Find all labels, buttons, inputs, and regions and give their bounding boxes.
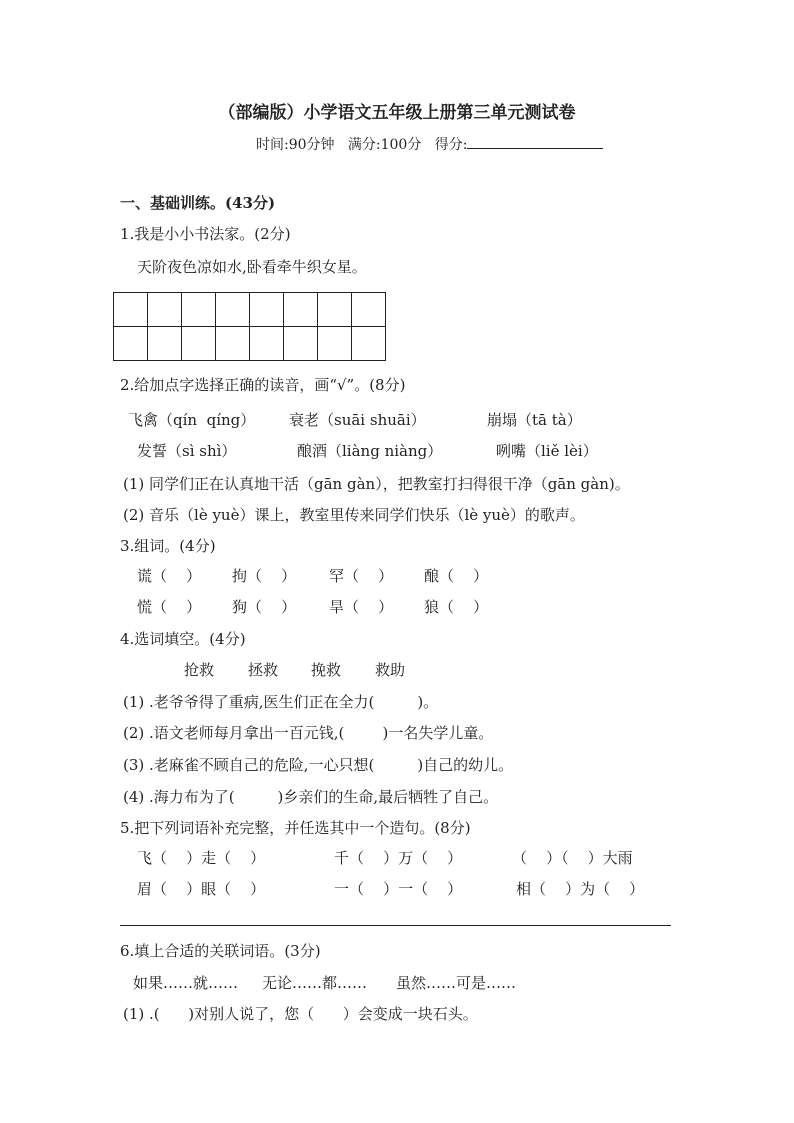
q2-item: 发誓（sì shì） — [137, 442, 237, 460]
q6-title: 6.填上合适的关联词语。(3分) — [120, 942, 321, 960]
q2-item: 衰老（suāi shuāi） — [289, 411, 426, 429]
q6-sentence-1: (1) .( )对别人说了，您（ ）会变成一块石头。 — [123, 1005, 478, 1023]
q6-word: 如果……就…… — [133, 974, 239, 992]
grid-cell[interactable] — [148, 327, 182, 361]
q5-item: 千（ ）万（ ） — [334, 849, 463, 867]
q5-item: （ ）（ ）大雨 — [512, 849, 633, 867]
q4-sentence-2: (2) .语文老师每月拿出一百元钱,( )一名失学儿童。 — [123, 724, 494, 742]
q2-title: 2.给加点字选择正确的读音，画“√”。(8分) — [120, 376, 406, 394]
grid-cell[interactable] — [284, 293, 318, 327]
q6-word: 虽然……可是…… — [396, 974, 517, 992]
q3-title: 3.组词。(4分) — [120, 537, 216, 555]
q2-item: 酿酒（liàng niàng） — [297, 442, 443, 460]
exam-info — [256, 134, 603, 155]
q4-word: 挽救 — [311, 661, 342, 679]
q4-word: 救助 — [375, 661, 406, 679]
grid-cell[interactable] — [114, 293, 148, 327]
grid-cell[interactable] — [216, 327, 250, 361]
grid-cell[interactable] — [216, 293, 250, 327]
q5-title: 5.把下列词语补充完整，并任选其中一个造句。(8分) — [120, 819, 471, 837]
q5-item: 一（ ）一（ ） — [334, 880, 463, 898]
q4-sentence-1: (1) .老爷爷得了重病,医生们正在全力( )。 — [123, 693, 439, 711]
q2-sentence-1: (1) 同学们正在认真地干活（gān gàn），把教室打扫得很干净（gān gàn)。 — [123, 475, 630, 493]
score-blank[interactable] — [467, 134, 603, 149]
q3-item: 拘（ ） — [232, 567, 297, 585]
q4-sentence-4: (4) .海力布为了( )乡亲们的生命,最后牺牲了自己。 — [123, 788, 499, 806]
grid-cell[interactable] — [352, 293, 386, 327]
q5-item: 眉（ ）眼（ ） — [137, 880, 266, 898]
q2-item: 飞禽（qín qíng） — [128, 411, 256, 429]
full-score: 满分:100分 — [347, 137, 422, 153]
time-limit: 时间:90分钟 — [256, 137, 335, 153]
q6-word: 无论……都…… — [262, 974, 368, 992]
grid-cell[interactable] — [114, 327, 148, 361]
q2-item: 崩塌（tā tà） — [487, 411, 582, 429]
q3-item: 狗（ ） — [232, 598, 297, 616]
q3-item: 酿（ ） — [424, 567, 489, 585]
q4-sentence-3: (3) .老麻雀不顾自己的危险,一心只想( )自己的幼儿。 — [123, 756, 514, 774]
section-1-heading: 一、基础训练。(43分) — [120, 194, 276, 212]
q4-word: 拯救 — [248, 661, 279, 679]
q1-title: 1.我是小小书法家。(2分) — [120, 225, 291, 243]
q4-word: 抢救 — [184, 661, 215, 679]
q1-text: 天阶夜色凉如水,卧看牵牛织女星。 — [137, 258, 367, 276]
grid-cell[interactable] — [148, 293, 182, 327]
grid-cell[interactable] — [182, 327, 216, 361]
grid-row — [114, 327, 386, 361]
q5-item: 相（ ）为（ ） — [516, 880, 645, 898]
q3-item: 谎（ ） — [137, 567, 202, 585]
writing-grid[interactable] — [113, 292, 386, 361]
q5-item: 飞（ ）走（ ） — [137, 849, 266, 867]
score-label: 得分: — [434, 137, 468, 153]
grid-cell[interactable] — [250, 293, 284, 327]
q3-item: 旱（ ） — [329, 598, 394, 616]
q2-item: 咧嘴（liě lèi） — [496, 442, 598, 460]
q4-title: 4.选词填空。(4分) — [120, 630, 246, 648]
grid-cell[interactable] — [318, 293, 352, 327]
grid-cell[interactable] — [352, 327, 386, 361]
grid-cell[interactable] — [250, 327, 284, 361]
page-title: （部编版）小学语文五年级上册第三单元测试卷 — [218, 103, 576, 123]
grid-cell[interactable] — [318, 327, 352, 361]
answer-line[interactable] — [120, 925, 671, 926]
q3-item: 罕（ ） — [329, 567, 394, 585]
q3-item: 慌（ ） — [137, 598, 202, 616]
q3-item: 狼（ ） — [424, 598, 489, 616]
grid-row — [114, 293, 386, 327]
q2-sentence-2: (2) 音乐（lè yuè）课上，教室里传来同学们快乐（lè yuè）的歌声。 — [123, 506, 585, 524]
grid-cell[interactable] — [182, 293, 216, 327]
grid-cell[interactable] — [284, 327, 318, 361]
